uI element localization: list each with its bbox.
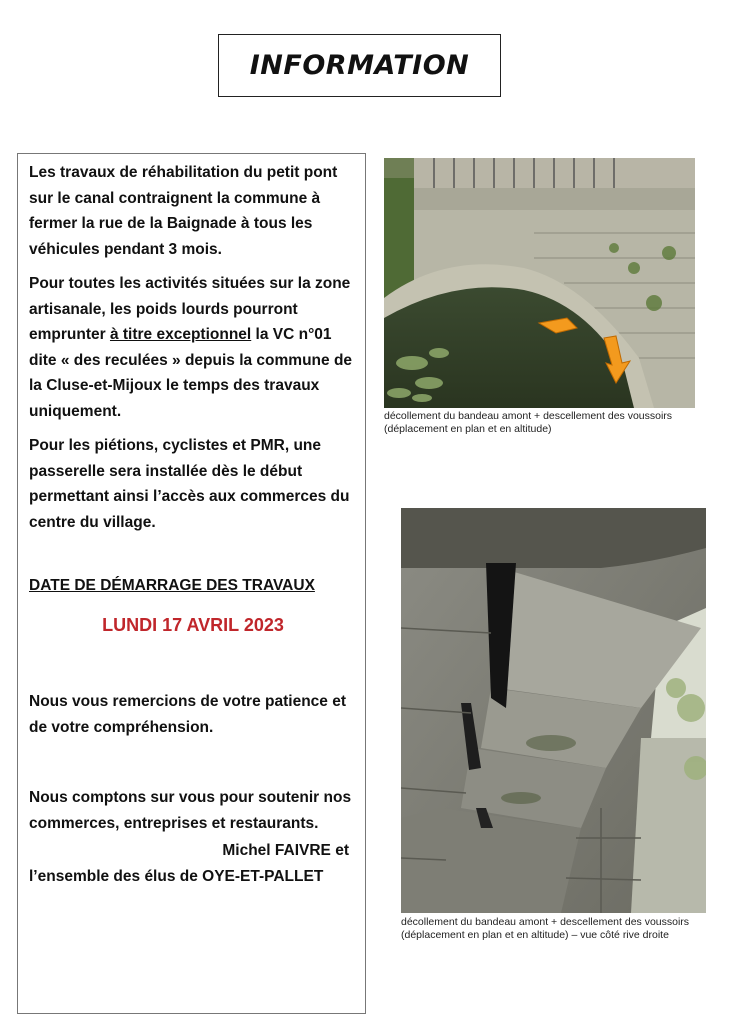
paragraph-heavy-vehicles (29, 271, 357, 424)
signature-council: l’ensemble des élus de OYE-ET-PALLET (29, 867, 324, 885)
page-title: INFORMATION (249, 50, 470, 81)
paragraph-pedestrians: Pour les piétions, cyclistes et PMR, une passerelle sera installée dès le début permettant ainsi l’accès aux commerces du centre du village. (29, 437, 350, 531)
start-date-value: LUNDI 17 AVRIL 2023 (102, 614, 284, 635)
photo-2-caption: décollement du bandeau amont + descellement des voussoirs (déplacement en plan et en altitude) – vue côté rive droite (401, 916, 690, 941)
start-date-heading: DATE DE DÉMARRAGE DES TRAVAUX (29, 577, 315, 594)
signature-name: Michel FAIVRE et (222, 842, 349, 859)
bridge-arch-photo (384, 158, 695, 408)
paragraph-heavy-vehicles-part1: Pour toutes les activités situées sur la zone artisanale, les poids lourds pourront emprunter (29, 275, 351, 343)
support-paragraph: Nous comptons sur vous pour soutenir nos commerces, entreprises et restaurants. (29, 789, 352, 832)
text-panel (17, 153, 366, 1014)
voussoir-closeup-photo (401, 508, 706, 913)
photo-1-caption: décollement du bandeau amont + descellement des voussoirs (déplacement en plan et en altitude) (384, 410, 673, 435)
exceptional-underlined-text: à titre exceptionnel (109, 326, 252, 343)
thanks-paragraph: Nous vous remercions de votre patience et de votre compréhension. (29, 693, 346, 736)
paragraph-closure: Les travaux de réhabilitation du petit pont sur le canal contraignent la commune à fermer la rue de la Baignade à tous les véhicules pendant 3 mois. (29, 164, 338, 258)
title-box (218, 34, 501, 97)
paragraph-heavy-vehicles-part2: la VC n°01 dite « des reculées » depuis la commune de la Cluse-et-Mijoux le temps des travaux uniquement. (29, 326, 353, 420)
